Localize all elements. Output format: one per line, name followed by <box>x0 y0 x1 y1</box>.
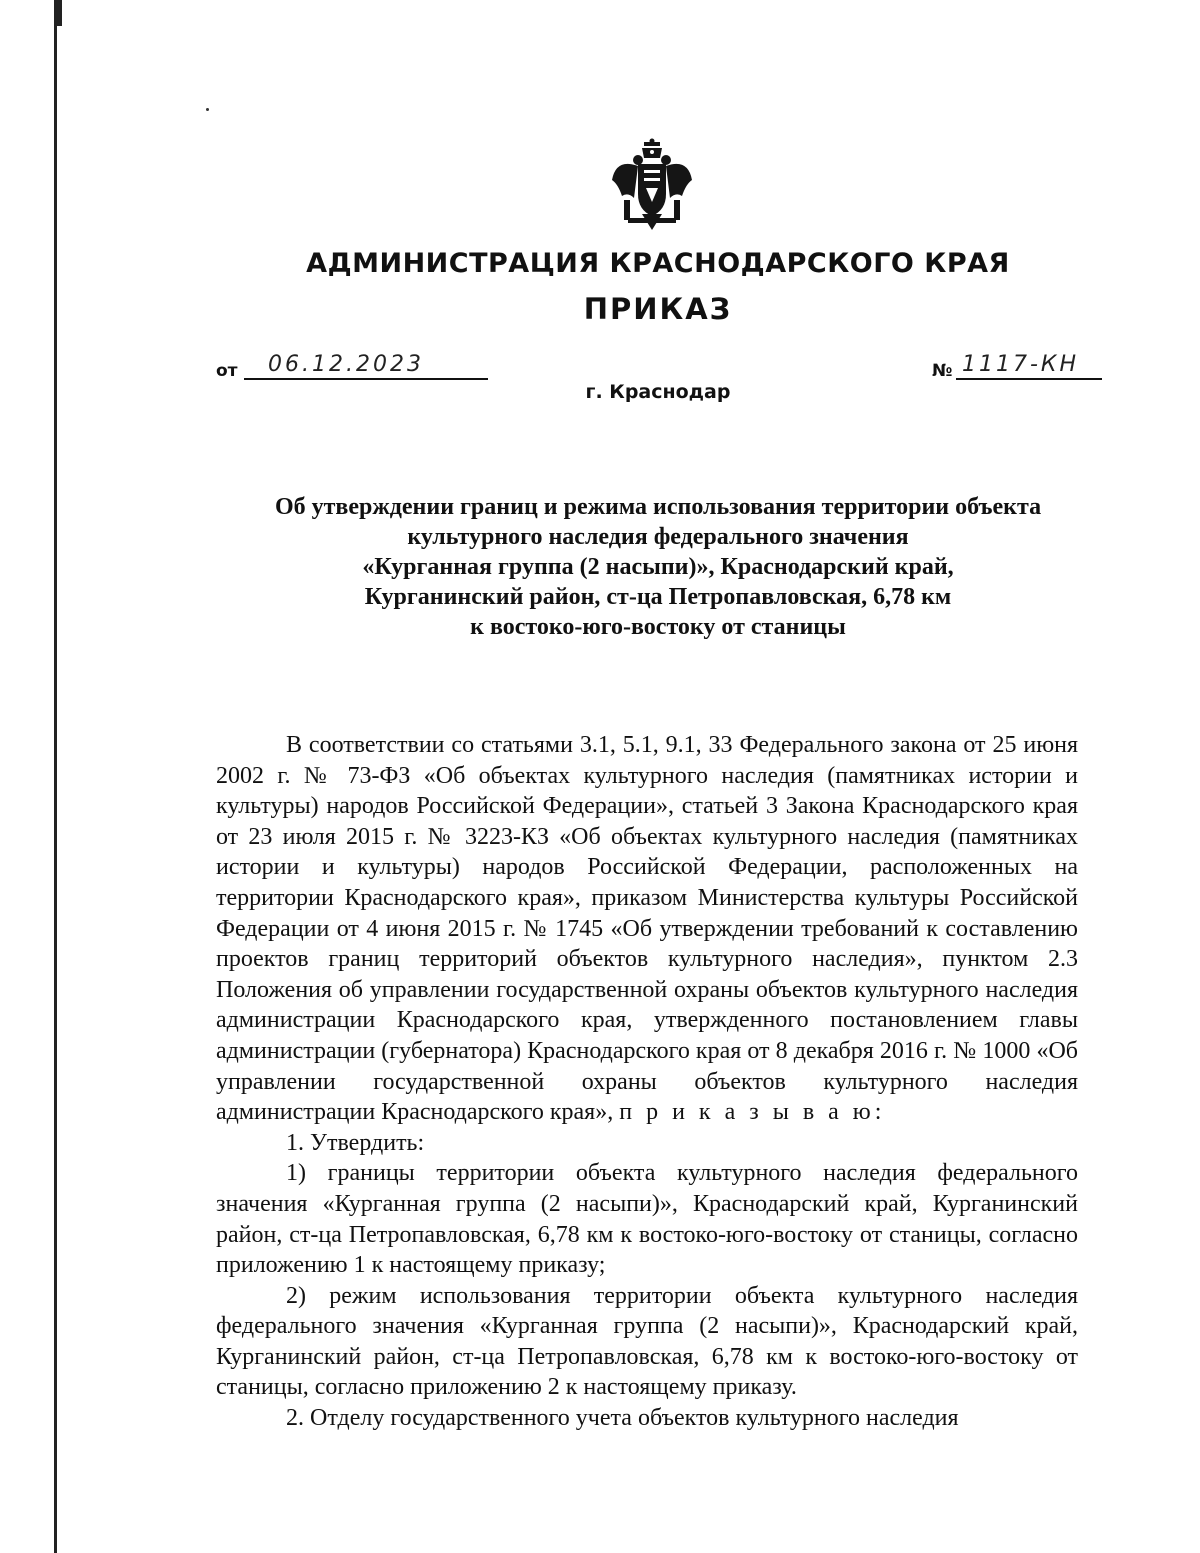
city-name: г. Краснодар <box>585 381 731 403</box>
number-prefix: № <box>932 361 953 381</box>
item-2: 2. Отделу государственного учета объектов культурного наследия <box>286 1405 959 1432</box>
date-prefix: от <box>216 361 238 381</box>
organization-name: АДМИНИСТРАЦИЯ КРАСНОДАРСКОГО КРАЯ <box>306 248 1010 279</box>
preamble-text: В соответствии со статьями 3.1, 5.1, 9.1, 33 Федерального закона от 25 июня 2002 г. № 73-ФЗ «Об объектах культурного наследия (памятниках истории и культуры) народов Российской Федерации», статьей 3 Закона Краснодарского края от 23 июля 2015 г. № 3223-КЗ «Об объектах культурного наследия (памятниках истории и культуры) народов Российской Федерации, расположенных на территории Краснодарского края», приказом Министерства культуры Российской Федерации от 4 июня 2015 г. № 1745 «Об утверждении требований к составлению проектов границ территорий объектов культурного наследия», пунктом 2.3 Положения об управлении государственной охраны объектов культурного наследия администрации Краснодарского края, утвержденного постановлением главы администрации (губернатора) Краснодарского края от 8 декабря 2016 г. № 1000 «Об управлении государственной охраны объектов культурного наследия администрации Краснодарского края», <box>216 732 1078 1126</box>
number-value: 1117-КН <box>962 352 1080 377</box>
date-value: 06.12.2023 <box>268 352 424 377</box>
title-line: культурного наследия федерального значения <box>407 524 909 550</box>
document-body <box>216 730 1078 1434</box>
scan-speck <box>206 108 209 111</box>
item-1: 1. Утвердить: <box>286 1129 425 1156</box>
document-type: ПРИКАЗ <box>583 292 733 326</box>
coat-of-arms-icon <box>608 138 696 234</box>
title-line: «Курганная группа (2 насыпи)», Краснодарский край, <box>362 554 954 580</box>
title-line: Об утверждении границ и режима использования территории объекта <box>274 494 1042 520</box>
title-line: к востоко-юго-востоку от станицы <box>470 614 846 640</box>
order-word: п р и к а з ы в а ю: <box>619 1099 886 1126</box>
preamble-paragraph <box>216 730 1078 1128</box>
title-line: Курганинский район, ст-ца Петропавловская, 6,78 км <box>364 584 952 610</box>
date-underline <box>244 378 488 380</box>
scan-edge-mark <box>54 0 62 26</box>
document-title <box>180 492 1136 642</box>
item-1-1: 1) границы территории объекта культурного наследия федерального значения «Курганная группа (2 насыпи)», Краснодарский край, Курганинский район, ст-ца Петропавловская, 6,78 км к востоко-юго-востоку от станицы, согласно приложению 1 к настоящему приказу; <box>216 1160 1078 1279</box>
number-underline <box>956 378 1102 380</box>
item-1-2: 2) режим использования территории объекта культурного наследия федерального значения «Курганная группа (2 насыпи)», Краснодарский край, Курганинский район, ст-ца Петропавловская, 6,78 км к востоко-юго-востоку от станицы, согласно приложению 2 к настоящему приказу. <box>216 1282 1078 1401</box>
scan-edge-line <box>54 0 57 1553</box>
